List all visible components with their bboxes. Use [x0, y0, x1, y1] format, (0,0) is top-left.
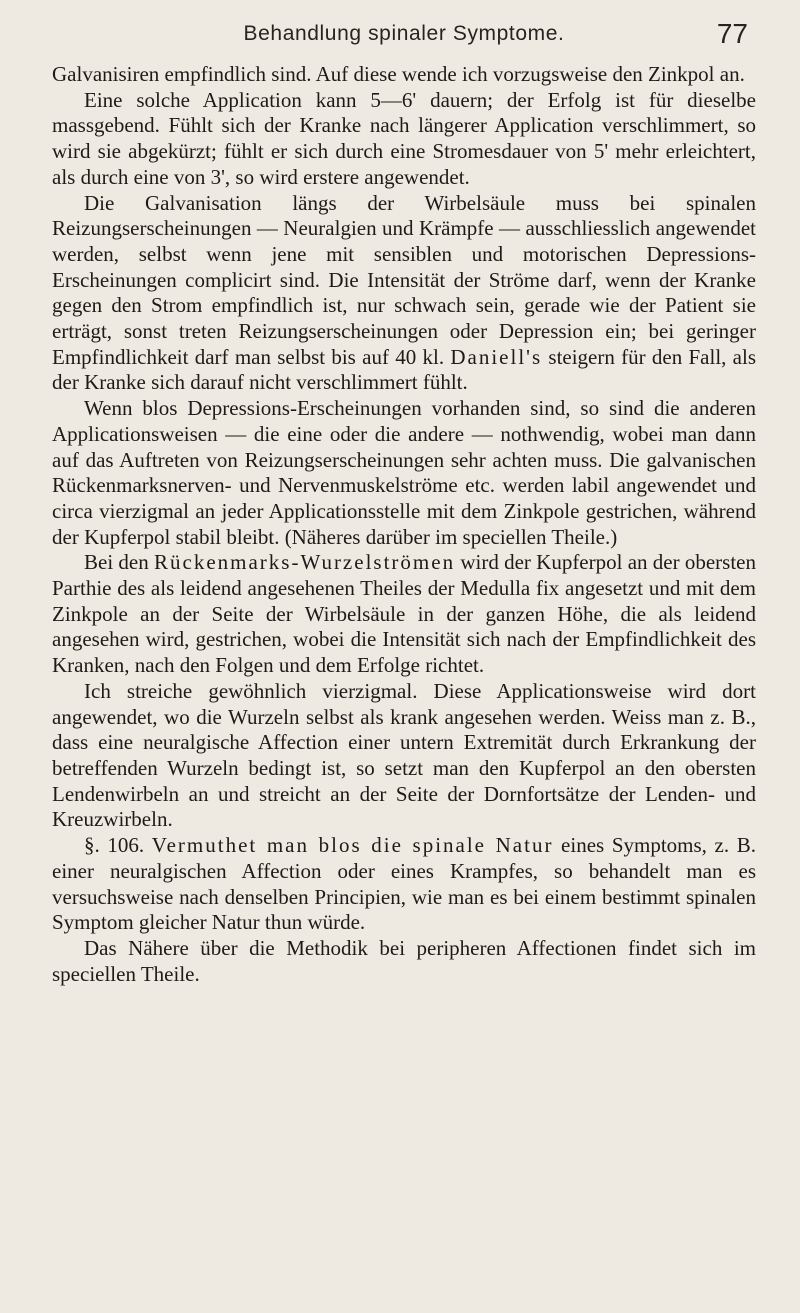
paragraph [52, 191, 756, 397]
paragraph [52, 550, 756, 679]
page-number: 77 [716, 18, 748, 49]
text-run: Ich streiche gewöhnlich vierzigmal. Diese Applicationsweise wird dort angewendet, wo die Wurzeln selbst als krank angesehen werden. Weiss man z. B., dass eine neuralgische Affection einer untern Extremität durch Erkrankung der betreffenden Wurzeln bedingt ist, so setzt man den Kupferpol an den obersten Lendenwirbeln an und streicht an der Seite der Dornfortsätze der Lenden- und Kreuzwirbeln. [52, 678, 756, 832]
text-run: Die Galvanisation längs der Wirbelsäule muss bei spinalen Reizungserscheinungen — Neuralgien und Krämpfe — ausschliesslich angewendet werden, selbst wenn jene mit sensiblen und motorischen Depressions-Erscheinungen complicirt sind. Die Intensität der Ströme darf, wenn der Kranke gegen den Strom empfindlich ist, nur schwach sein, gerade wie der Patient sie erträgt, sonst treten Reizungserscheinungen oder Depression ein; bei geringer Empfindlichkeit darf man selbst bis auf 40 kl. [52, 190, 756, 369]
running-head [52, 16, 756, 60]
text-run: Galvanisiren empfindlich sind. Auf diese wende ich vorzugsweise den Zinkpol an. [52, 62, 745, 86]
name-daniell: Daniell's [450, 344, 543, 369]
paragraph [52, 396, 756, 550]
paragraph [52, 62, 756, 88]
paragraph [52, 833, 756, 936]
section-number: §. 106. [84, 833, 152, 858]
text-run: eines Symptoms, z. B. einer neuralgischen Affection oder eines Krampfes, so behandelt man es versuchsweise nach denselben Principien, wie man es bei einem bestimmt spinalen Symptom gleicher Natur thun würde. [52, 833, 756, 935]
paragraph [52, 88, 756, 191]
text-run: steigern für den Fall, als der Kranke sich darauf nicht verschlimmert fühlt. [52, 344, 757, 395]
text-run: Wenn blos Depressions-Erscheinungen vorhanden sind, so sind die anderen Applicationsweisen — die eine oder die andere — nothwendig, wobei man dann auf das Auftreten von Reizungserscheinungen sehr achten muss. Die galvanischen Rückenmarksnerven- und Nervenmuskelströme etc. werden labil angewendet und circa vierzigmal an jeder Applicationsstelle mit dem Zinkpole gestrichen, während der Kupferpol stabil bleibt. (Näheres darüber im speciellen Theile.) [52, 396, 756, 549]
text-run: wird der Kupferpol an der obersten Parthie des als leidend angesehenen Theiles der Medulla fix angesetzt und mit dem Zinkpole an der Seite der Wirbelsäule in der ganzen Höhe, die als leidend angesehen wird, gestrichen, wobei die Intensität sich nach der Empfindlichkeit des Kranken, nach den Folgen und dem Erfolge richtet. [52, 550, 757, 678]
running-title: Behandlung spinaler Symptome. [243, 22, 565, 45]
emphasis-term: Rückenmarks-Wurzelströmen [154, 550, 456, 575]
paragraph [52, 679, 756, 833]
text-run: Eine solche Application kann 5—6' dauern; der Erfolg ist für dieselbe massgebend. Fühlt sich der Kranke nach längerer Application verschlimmert, so wird sie abgekürzt; fühlt er sich durch eine Stromesdauer von 5' mehr erleichtert, als durch eine von 3', so wird erstere angewendet. [52, 87, 756, 189]
body-text [52, 62, 756, 987]
section-heading: Vermuthet man blos die spinale Natur [151, 833, 554, 858]
paragraph [52, 936, 756, 987]
text-run: Das Nähere über die Methodik bei peripheren Affectionen findet sich im speciellen Theile. [52, 935, 756, 986]
text-run: Bei den [84, 550, 154, 575]
